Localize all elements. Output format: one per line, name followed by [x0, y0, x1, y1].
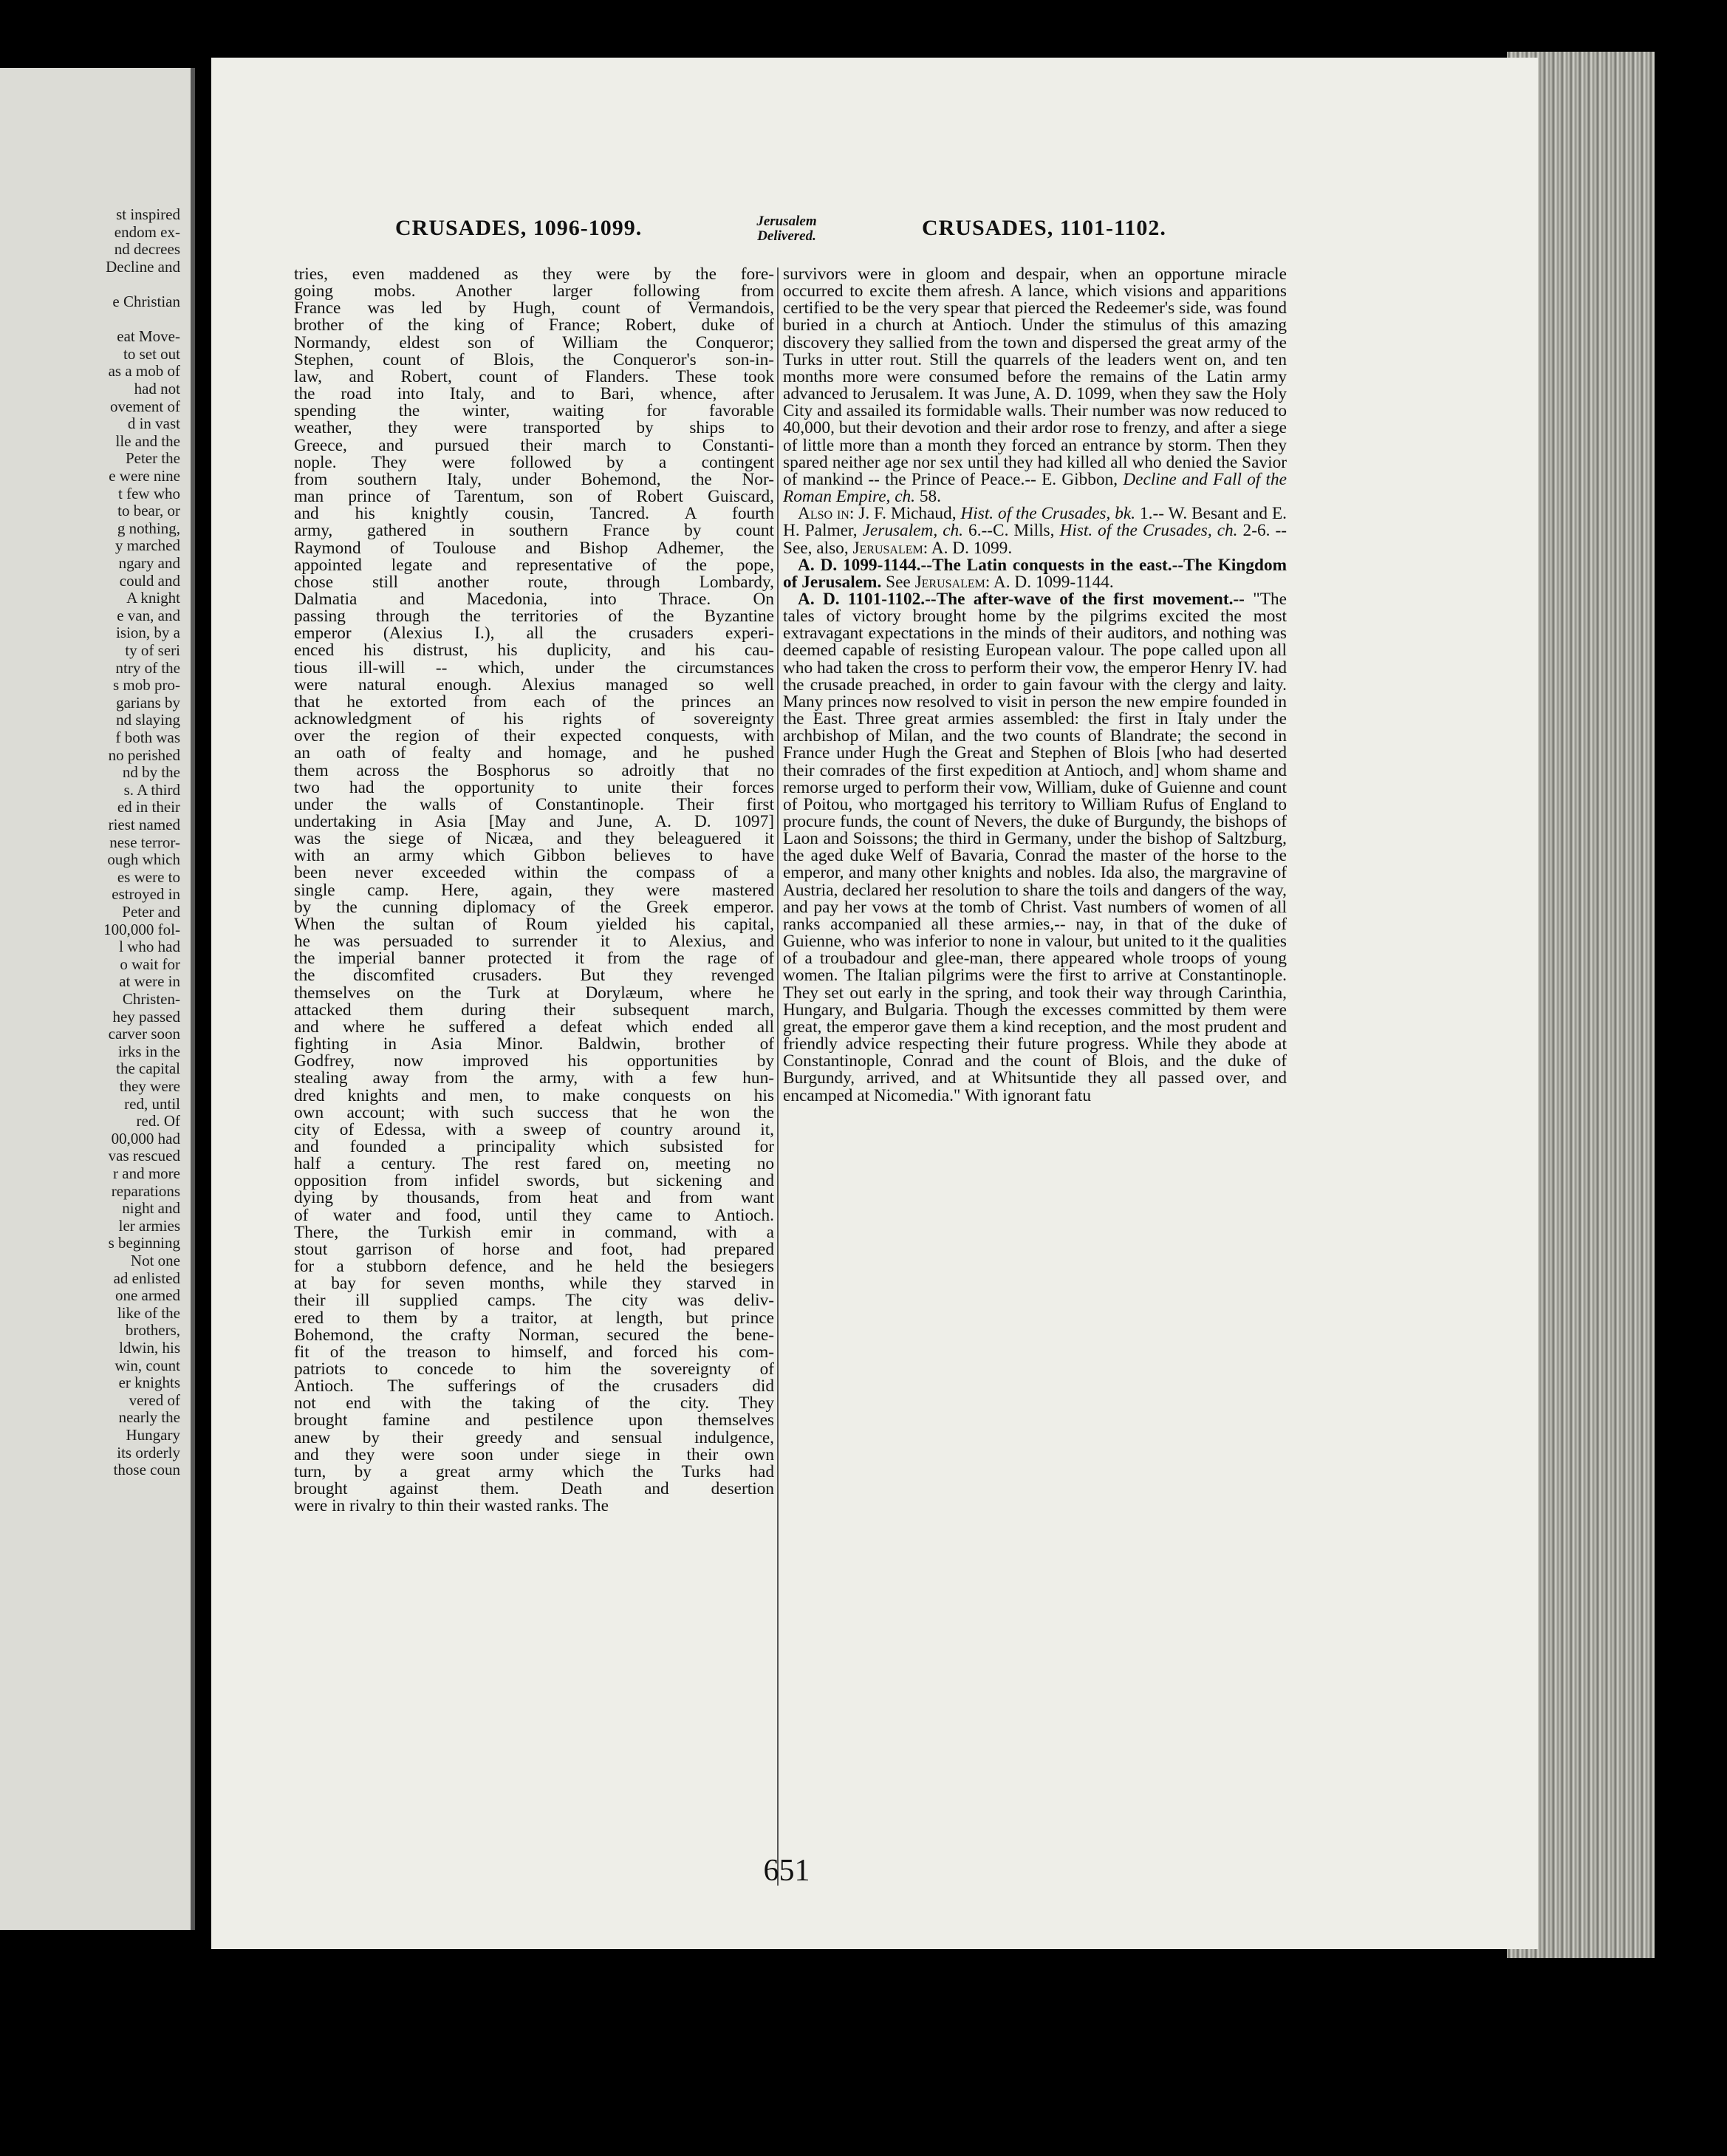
previous-page-line: they were: [119, 1077, 180, 1095]
previous-page-line: ntry of the: [115, 658, 180, 677]
previous-page-line: Not one: [130, 1252, 180, 1269]
left-column-line: ered to them by a traitor, at length, but prince: [294, 1309, 774, 1327]
column-divider: [777, 267, 779, 1886]
previous-page-line: riest named: [108, 816, 180, 833]
left-column-line: tious ill-will -- which, under the circumstances: [294, 659, 774, 677]
left-column-line: Dalmatia and Macedonia, into Thrace. On: [294, 590, 774, 609]
also-in-ref-6: A. D. 1099.: [931, 538, 1013, 558]
previous-page-line: at were in: [119, 972, 180, 991]
citation-chapter: 58.: [919, 487, 941, 507]
left-column-line: emperor (Alexius I.), all the crusaders experi-: [294, 625, 774, 643]
left-column-line: man prince of Tarentum, son of Robert Guiscard,: [294, 488, 774, 506]
left-column-line: over the region of their expected conquests, with: [294, 728, 774, 746]
previous-page-line: o wait for: [120, 955, 180, 973]
left-column-line: Antioch. The sufferings of the crusaders did: [294, 1378, 774, 1396]
entry-1099-1144-heading: A. D. 1099-1144.--The Latin conquests in the east.--The Kingdom of Jerusalem.: [783, 555, 1287, 592]
previous-page-line: garians by: [116, 693, 180, 712]
also-in-label: Also in:: [798, 504, 855, 524]
previous-page-line: es were to: [117, 867, 180, 886]
left-column-line: them across the Bosphorus so adroitly that no: [294, 762, 774, 779]
left-column-line: When the sultan of Roum yielded his capital,: [294, 915, 774, 934]
previous-page-line: f both was: [115, 729, 180, 746]
previous-page-line: vered of: [129, 1391, 180, 1409]
running-head-left: CRUSADES, 1096-1099.: [395, 216, 643, 240]
previous-page-line: l who had: [119, 938, 180, 956]
previous-page-line: nd slaying: [116, 711, 180, 729]
previous-page-line: d in vast: [127, 415, 180, 433]
left-column-line: law, and Robert, count of Flanders. These took: [294, 368, 774, 386]
previous-page-line: as a mob of: [108, 362, 180, 381]
left-column-line: stealing away from the army, with a few hun-: [294, 1070, 774, 1088]
previous-page-line: s. A third: [123, 780, 180, 799]
paragraph-gibbon: [783, 266, 1287, 505]
left-column-line: been never exceeded within the compass of a: [294, 864, 774, 882]
left-column-line: brought famine and pestilence upon themselves: [294, 1412, 774, 1430]
left-column-line: themselves on the Turk at Dorylæum, where he: [294, 984, 774, 1002]
previous-page-line: hey passed: [112, 1007, 180, 1026]
left-column-line: for a stubborn defence, and he held the besiegers: [294, 1258, 774, 1276]
previous-page-line: ldwin, his: [119, 1339, 180, 1357]
left-column-line: Bohemond, the crafty Norman, secured the bene-: [294, 1326, 774, 1344]
entry-1099-1144-see: See: [886, 572, 911, 592]
left-column-line: weather, they were transported by ships to: [294, 420, 774, 437]
running-head-middle-line1: Jerusalem: [756, 214, 817, 229]
previous-page-line: red. Of: [136, 1112, 180, 1130]
previous-page-line: nd decrees: [114, 240, 180, 259]
entry-1099-1144: [783, 557, 1287, 591]
left-column-line: Raymond of Toulouse and Bishop Adhemer, the: [294, 539, 774, 557]
previous-page-line: endom ex-: [114, 222, 180, 241]
previous-page-line: the capital: [116, 1060, 180, 1078]
left-column-line: France was led by Hugh, count of Vermandois,: [294, 300, 774, 318]
previous-page-line: Hungary: [126, 1426, 180, 1444]
left-column-line: Greece, and pursued their march to Constanti-: [294, 437, 774, 454]
previous-page-line: Peter the: [125, 449, 180, 468]
left-column-line: their ill supplied camps. The city was deliv-: [294, 1292, 774, 1310]
left-column-line: turn, by a great army which the Turks had: [294, 1463, 774, 1481]
left-column-line: fighting in Asia Minor. Baldwin, brother of: [294, 1036, 774, 1054]
left-column-line: at bay for seven months, while they starved in: [294, 1275, 774, 1293]
running-head-middle-line2: Delivered.: [757, 228, 816, 244]
previous-page-line: e were nine: [109, 467, 180, 485]
left-column-line: opposition from infidel swords, but sickening and: [294, 1173, 774, 1190]
right-column: [783, 266, 1287, 1105]
previous-page-line: like of the: [117, 1303, 180, 1322]
left-column-line: by the cunning diplomacy of the Greek emperor.: [294, 898, 774, 916]
left-column-line: half a century. The rest fared on, meeting no: [294, 1156, 774, 1173]
left-column-line: he was persuaded to surrender it to Alexius, and: [294, 933, 774, 951]
previous-page-line: irks in the: [118, 1042, 180, 1060]
previous-page-line: to bear, or: [117, 502, 180, 520]
previous-page-line: nese terror-: [109, 833, 180, 851]
paragraph-gibbon-text: survivors were in gloom and despair, when an opportune miracle occurred to excite them afresh. A lance, which visions and apparitions certified to be the very spear that pierced the Redeemer's side, was found buried in a church at Antioch. Under the stimulus of this amazing discovery they sallied from the town and dispersed the great army of the Turks in utter rout. Still the quarrels of the leaders went on, and ten months more were consumed before the remains of the Latin army advanced to Jerusalem. It was June, A. D. 1099, when they saw the Holy City and assailed its formidable walls. Their number was now reduced to 40,000, but their devotion and their ardor rose to frenzy, and after a siege of little more than a month they forced an entrance by storm. Then they spared neither age nor sex until they had killed all who denied the Savior of mankind -- the Prince of Peace.-- E. Gibbon,: [783, 265, 1287, 489]
left-column-line: army, gathered in southern France by count: [294, 522, 774, 540]
previous-page-line: 00,000 had: [111, 1129, 180, 1147]
page-number: 651: [763, 1854, 810, 1888]
left-column-line: the discomfited crusaders. But they revenged: [294, 967, 774, 985]
previous-page-line: ngary and: [118, 554, 180, 572]
left-column-line: with an army which Gibbon believes to have: [294, 847, 774, 865]
left-column-line: own account; with such success that he won the: [294, 1104, 774, 1122]
left-column-line: spending the winter, waiting for favorable: [294, 403, 774, 420]
left-column-line: acknowledgment of his rights of sovereignty: [294, 711, 774, 729]
also-in-ref-3: 6.--C. Mills,: [968, 521, 1055, 541]
previous-page-line: no perished: [108, 746, 180, 764]
entry-1101-1102-heading: A. D. 1101-1102.--The after-wave of the first movement.--: [798, 589, 1245, 609]
left-column-line: patriots to concede to him the sovereignty of: [294, 1361, 774, 1379]
also-in-ref-2: 1.-- W. Besant and E. H. Palmer,: [783, 504, 1287, 541]
left-column-line: the imperial banner protected it from the rage of: [294, 950, 774, 968]
left-column-line: There, the Turkish emir in command, with a: [294, 1224, 774, 1241]
left-column-line: and his knightly cousin, Tancred. A fourth: [294, 505, 774, 523]
entry-1101-1102-body: "The tales of victory brought home by the pilgrims excited the most extravagant expectations in the minds of their auditors, and nothing was deemed capable of resisting European valour. The pope called upon all who had taken the cross to perform their vow, the emperor Henry IV. had the crusade preached, in order to gain favour with the clergy and laity. Many princes now resolved to visit in person the new empire founded in the East. Three great armies assembled: the first in Italy under the archbishop of Milan, and the two counts of Blandrate; the second in France under Hugh the Great and Stephen of Blois [who had deserted their comrades of the first expedition at Antioch, and] whom shame and remorse urged to perform their vow, William, duke of Guienne and count of Poitou, who mortgaged his territory to William Rufus of England to procure funds, the count of Nevers, the duke of Burgundy, the bishops of Laon and Soissons; the third in Germany, under the bishop of Saltzburg, the aged duke Welf of Bavaria, Conrad the master of the horse to the emperor, and many other knights and nobles. Ida also, the margravine of Austria, declared her resolution to share the toils and dangers of the way, and pay her vows at the tomb of Christ. Vast numbers of women of all ranks accompanied all these armies,-- nay, in that of the duke of Guienne, who was inferior to none in valour, but united to it the qualities of a troubadour and glee-man, there appeared whole troops of young women. The Italian pilgrims were the first to arrive at Constantinople. They set out early in the spring, and took their way through Carinthia, Hungary, and Bulgaria. Though the excesses committed by them were great, the emperor gave them a kind reception, and the most prudent and friendly advice respecting their future progress. While they abode at Constantinople, Conrad and the count of Blois, and the duke of Burgundy, arrived, and at Whitsuntide they all passed over, and encamped at Nicomedia." With ignorant fatu: [783, 589, 1287, 1105]
left-column-line: and they were soon under siege in their own: [294, 1446, 774, 1464]
previous-page-line: e Christian: [112, 293, 180, 310]
previous-page-line: one armed: [114, 1286, 180, 1305]
left-column-line: nople. They were followed by a contingent: [294, 454, 774, 471]
running-head-right: CRUSADES, 1101-1102.: [922, 216, 1166, 240]
left-column-line: enced his distrust, his duplicity, and his cau-: [294, 642, 774, 660]
previous-page-line: y marched: [114, 536, 180, 555]
left-column-line: dying by thousands, from heat and from want: [294, 1190, 774, 1207]
left-column-line: the road into Italy, and to Bari, whence, after: [294, 386, 774, 403]
entry-1099-1144-ref-date: A. D. 1099-1144.: [993, 572, 1114, 592]
previous-page-line: estroyed in: [112, 885, 180, 904]
left-column-line: Normandy, eldest son of William the Conqueror;: [294, 334, 774, 352]
left-column-line: of water and food, until they came to Antioch.: [294, 1207, 774, 1224]
previous-page-line: 100,000 fol-: [103, 920, 180, 938]
previous-page-line: lle and the: [115, 431, 180, 450]
previous-page-line: nd by the: [122, 763, 180, 782]
previous-page-line: red, until: [124, 1094, 180, 1113]
left-column-line: appointed legate and representative of the pope,: [294, 556, 774, 574]
previous-page-line: win, count: [114, 1356, 180, 1374]
previous-page-line: its orderly: [117, 1443, 180, 1461]
citation-title: Decline and Fall of the Roman Empire, ch.: [783, 469, 1287, 507]
previous-page-line: had not: [134, 380, 180, 398]
previous-page-line: r and more: [113, 1164, 180, 1182]
previous-page-line: brothers,: [125, 1321, 180, 1340]
left-column-line: city of Edessa, with a sweep of country around it,: [294, 1121, 774, 1139]
left-column-line: going mobs. Another larger following from: [294, 283, 774, 301]
previous-page-line: Christen-: [122, 990, 180, 1008]
also-in-ref-5: Jerusalem:: [852, 538, 929, 558]
left-column-line: that he extorted from each of the princes an: [294, 693, 774, 712]
previous-page-line: Peter and: [122, 903, 180, 921]
previous-page-line: A knight: [126, 589, 180, 607]
previous-page-line: to set out: [123, 344, 180, 363]
left-column-line: tries, even maddened as they were by the fore-: [294, 266, 774, 284]
previous-page-line: those coun: [113, 1461, 180, 1479]
left-column-line: under the walls of Constantinople. Their first: [294, 796, 774, 813]
previous-page-line: reparations: [111, 1181, 180, 1200]
left-column-line: from southern Italy, under Bohemond, the Nor-: [294, 471, 774, 489]
left-column-line: stout garrison of horse and foot, had prepared: [294, 1241, 774, 1259]
previous-page-line: ed in their: [117, 798, 180, 816]
left-column-line: undertaking in Asia [May and June, A. D. 1097]: [294, 813, 774, 831]
left-column-line: not end with the taking of the city. They: [294, 1395, 774, 1413]
left-column-line: fit of the treason to himself, and forced his com-: [294, 1343, 774, 1361]
previous-page-line: g nothing,: [117, 519, 180, 537]
previous-page-line: er knights: [118, 1374, 180, 1392]
also-in-ref-4: 2-6. -- See, also,: [783, 521, 1287, 558]
previous-page-line: eat Move-: [117, 327, 180, 346]
previous-page-line: s mob pro-: [113, 676, 180, 695]
left-column-line: attacked them during their subsequent march,: [294, 1001, 774, 1019]
left-column-line: two had the opportunity to unite their forces: [294, 779, 774, 796]
previous-page-line: ision, by a: [116, 624, 180, 642]
also-in-ref-3-title: Hist. of the Crusades, ch.: [1059, 521, 1238, 541]
previous-page-line: ty of seri: [125, 641, 180, 659]
left-column-line: an oath of fealty and homage, and he pushed: [294, 745, 774, 763]
previous-page-line: nearly the: [118, 1408, 180, 1427]
entry-1101-1102: [783, 591, 1287, 1105]
also-in-ref-1-title: Hist. of the Crusades, bk.: [960, 504, 1136, 524]
left-column-line: dred knights and men, to make conquests on his: [294, 1087, 774, 1105]
left-column-line: brother of the king of France; Robert, duke of: [294, 317, 774, 335]
previous-page-line: ovement of: [109, 397, 180, 415]
left-column-line: passing through the territories of the Byzantine: [294, 608, 774, 626]
previous-page-line: st inspired: [116, 205, 180, 223]
left-column-line: Godfrey, now improved his opportunities by: [294, 1053, 774, 1071]
previous-page-line: s beginning: [108, 1234, 180, 1252]
left-column-line: Stephen, count of Blois, the Conqueror's son-in-: [294, 351, 774, 369]
left-column-line: anew by their greedy and sensual indulgence,: [294, 1429, 774, 1447]
previous-page-line: vas rescued: [108, 1147, 180, 1165]
left-column-line: chose still another route, through Lombardy,: [294, 573, 774, 591]
left-column-line: single camp. Here, again, they were mastered: [294, 881, 774, 899]
left-column-line: brought against them. Death and desertion: [294, 1481, 774, 1498]
previous-page-line: t few who: [118, 484, 180, 502]
previous-page-line: could and: [119, 571, 180, 590]
previous-page-line: ler armies: [118, 1216, 180, 1235]
previous-page-line: night and: [122, 1199, 180, 1218]
previous-page-line: Decline and: [106, 257, 180, 276]
left-column: [294, 266, 774, 1515]
also-in-ref-2-title: Jerusalem, ch.: [862, 521, 964, 541]
left-column-line: and founded a principality which subsisted for: [294, 1138, 774, 1156]
entry-1099-1144-ref: Jerusalem:: [914, 572, 991, 592]
left-column-line: was the siege of Nicæa, and they beleaguered it: [294, 830, 774, 848]
previous-page-line: carver soon: [108, 1025, 180, 1043]
left-column-line: were in rivalry to thin their wasted ranks. The: [294, 1498, 609, 1515]
left-column-line: and where he suffered a defeat which ended all: [294, 1018, 774, 1037]
previous-page-fragment: [0, 68, 195, 1930]
left-column-line: were natural enough. Alexius managed so well: [294, 676, 774, 694]
also-in-ref-1: J. F. Michaud,: [858, 504, 957, 524]
running-head-middle: [735, 214, 838, 244]
previous-page-line: e van, and: [117, 606, 180, 624]
previous-page-line: ad enlisted: [113, 1269, 180, 1287]
previous-page-line: ough which: [107, 850, 180, 869]
also-in-references: [783, 505, 1287, 556]
